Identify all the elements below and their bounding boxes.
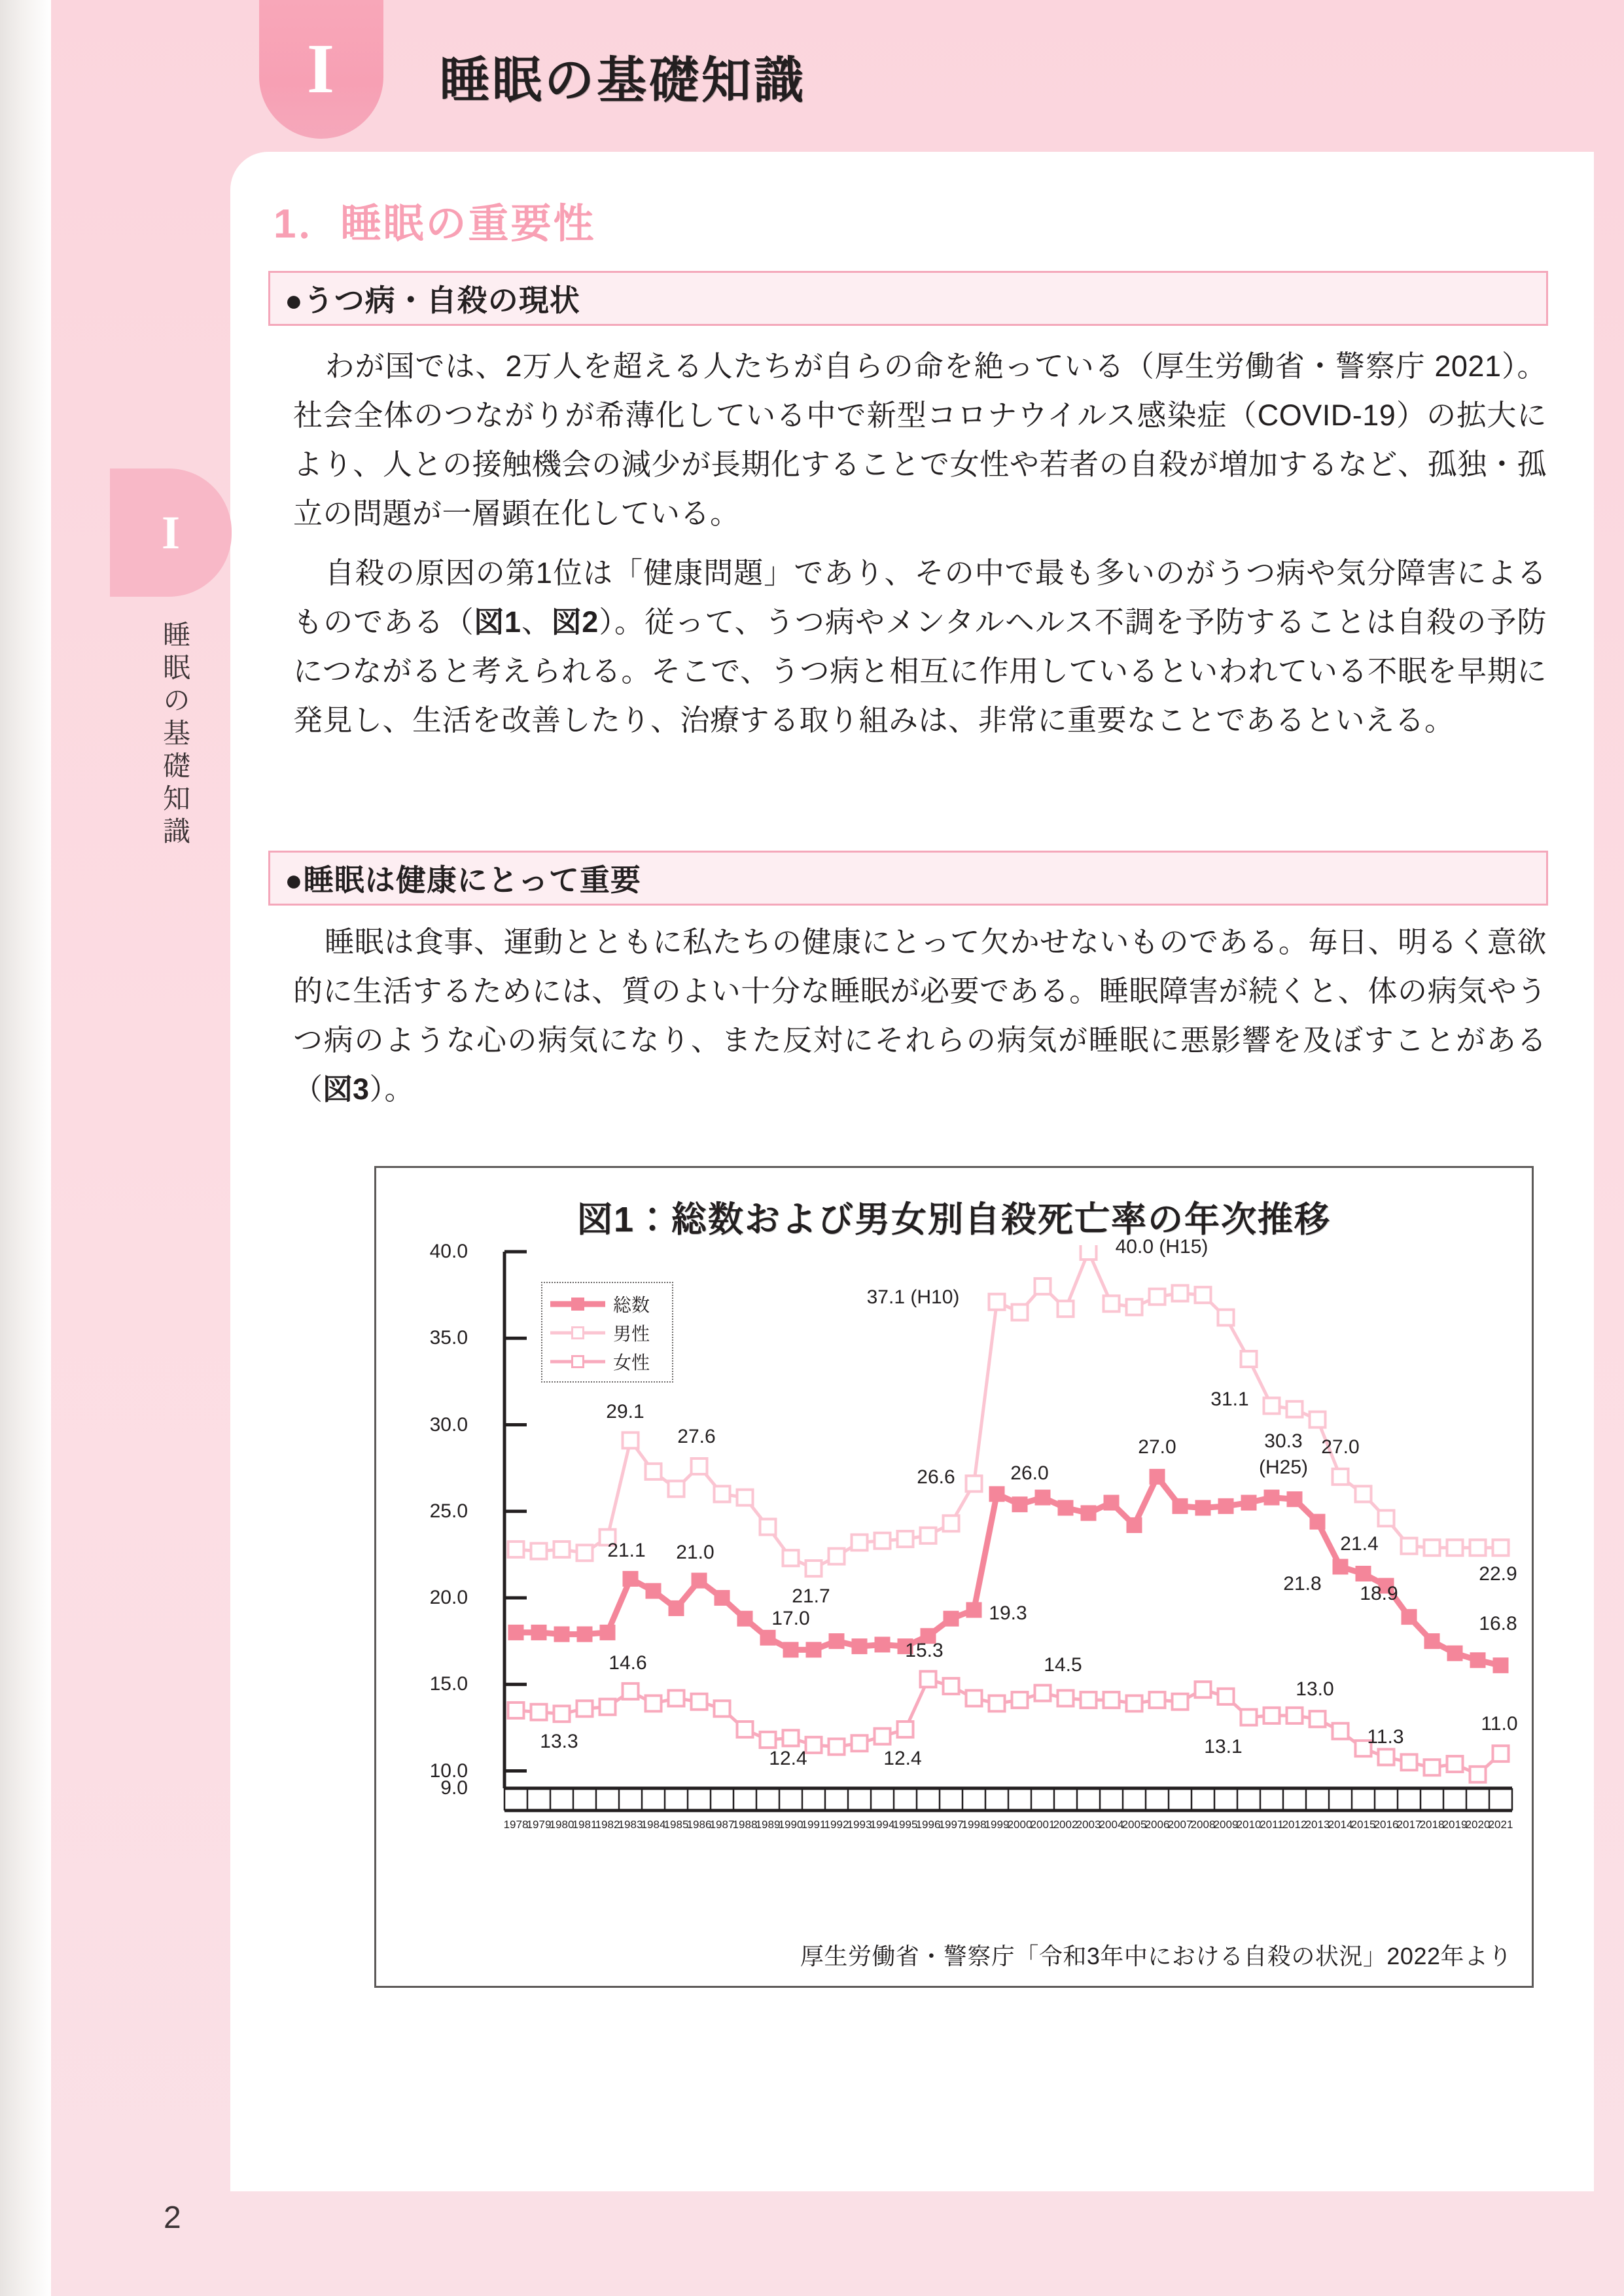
chart-data-label: 21.4: [1340, 1533, 1379, 1555]
figure-panel: [374, 1166, 1534, 1988]
legend-swatch-male: [550, 1324, 605, 1341]
x-axis-tick-label: 1989: [755, 1818, 781, 1831]
y-axis-tick-label: 20.0: [429, 1587, 468, 1609]
chart-data-label: 14.6: [609, 1651, 647, 1674]
chart-data-label: 27.6: [677, 1426, 716, 1447]
paragraph-three-text-a: 睡眠は食事、運動とともに私たちの健康にとって欠かせないものである。毎日、明るく意欲的に生活するためには、質のよい十分な睡眠が必要である。睡眠障害が続くと、体の病気やうつ病のような心の病気になり、また反対にそれらの病気が睡眠に悪影響を及ぼすことがある（: [293, 925, 1547, 1106]
scan-edge: [0, 0, 51, 2296]
x-axis-tick-label: 2015: [1350, 1818, 1376, 1831]
chart-data-label: 37.1 (H10): [866, 1286, 960, 1308]
chart-data-label: 21.0: [676, 1541, 715, 1563]
chart-data-label: 18.9: [1360, 1583, 1398, 1605]
y-axis-tick-label: 25.0: [429, 1500, 468, 1522]
figure-reference-2: 図2: [552, 605, 599, 639]
x-axis-tick-label: 1979: [526, 1818, 552, 1831]
y-axis-tick-label: 9.0: [440, 1777, 468, 1799]
paragraph-one: [293, 342, 1547, 538]
x-axis-tick-label: 2016: [1373, 1818, 1399, 1831]
y-axis-tick-label: 35.0: [429, 1327, 468, 1349]
x-axis-tick-label: 2008: [1190, 1818, 1216, 1831]
x-axis-tick-label: 1981: [572, 1818, 597, 1831]
chart-data-label: 12.4: [883, 1748, 922, 1770]
chart-data-label: 12.4: [769, 1748, 807, 1770]
chart-data-label: 15.3: [905, 1640, 944, 1662]
x-axis-tick-label: 1980: [549, 1818, 574, 1831]
chart-data-label: 16.8: [1479, 1612, 1517, 1634]
subheading-label: ●睡眠は健康にとって重要: [285, 863, 641, 897]
chart-data-label: 26.0: [1010, 1462, 1049, 1485]
chart-data-label: 31.1: [1210, 1388, 1249, 1411]
chart-data-label: 13.0: [1296, 1678, 1334, 1701]
x-axis-tick-label: 2017: [1396, 1818, 1422, 1831]
chart-data-label: 17.0: [771, 1608, 810, 1630]
x-axis-tick-label: 2005: [1121, 1818, 1147, 1831]
y-axis-tick-label: 40.0: [429, 1241, 468, 1262]
x-axis-tick-label: 1994: [870, 1818, 895, 1831]
chart-data-label: 26.6: [917, 1466, 955, 1489]
figure-reference-1: 図1: [474, 605, 521, 639]
x-axis-tick-label: 2021: [1488, 1818, 1513, 1831]
x-axis-tick-label: 1983: [618, 1818, 643, 1831]
chart-data-label: 11.3: [1367, 1726, 1404, 1748]
y-axis-tick-label: 15.0: [429, 1673, 468, 1695]
legend-label-female: 女性: [613, 1352, 650, 1373]
x-axis-tick-label: 1998: [961, 1818, 987, 1831]
x-axis-tick-label: 2013: [1305, 1818, 1330, 1831]
subheading-depression-suicide: [268, 271, 1548, 326]
chapter-numeral: I: [306, 30, 336, 108]
paragraph-three: [293, 917, 1547, 1114]
x-axis-tick-label: 2012: [1282, 1818, 1307, 1831]
chart-data-label: 29.1: [606, 1401, 644, 1423]
legend-item-total: [550, 1291, 650, 1317]
x-axis-tick-label: 2020: [1465, 1818, 1491, 1831]
y-axis-tick-label: 10.0: [429, 1759, 468, 1782]
paragraph-three-text-b: ）。: [369, 1072, 415, 1106]
chart-data-label: 27.0: [1138, 1436, 1176, 1458]
chapter-badge: [259, 0, 383, 139]
x-axis-tick-label: 1988: [732, 1818, 758, 1831]
paragraph-two: [293, 548, 1547, 745]
x-axis-tick-label: 2007: [1167, 1818, 1193, 1831]
x-axis-tick-label: 2004: [1099, 1818, 1124, 1831]
chart-data-label: 22.9: [1479, 1563, 1517, 1585]
subheading-sleep-important: [268, 851, 1548, 906]
paragraph-two-text-a: 自殺の原因の第1位は「健康問題」であり、その中で最も多いのがうつ病や気分障害によるものである（: [293, 556, 1547, 639]
x-axis-tick-label: 1978: [503, 1818, 529, 1831]
x-axis-tick-label: 2003: [1076, 1818, 1101, 1831]
legend-swatch-female: [550, 1353, 605, 1370]
x-axis-tick-label: 1985: [663, 1818, 689, 1831]
x-axis-tick-label: 2014: [1328, 1818, 1353, 1831]
chart-data-label: 13.3: [540, 1731, 578, 1753]
side-tab-numeral: I: [161, 506, 181, 559]
chart-data-label: 27.0: [1321, 1436, 1360, 1458]
chart-data-label: 30.3: [1264, 1430, 1303, 1452]
legend-label-male: 男性: [613, 1324, 650, 1344]
legend-label-total: 総数: [613, 1295, 650, 1315]
x-axis-tick-label: 2019: [1442, 1818, 1468, 1831]
x-axis-tick-label: 1995: [892, 1818, 918, 1831]
figure-reference-3: 図3: [323, 1072, 370, 1106]
x-axis-tick-label: 2001: [1030, 1818, 1055, 1831]
x-axis-tick-label: 2009: [1213, 1818, 1239, 1831]
x-axis-tick-label: 1996: [915, 1818, 941, 1831]
x-axis-tick-label: 1991: [801, 1818, 826, 1831]
paragraph-one-text: わが国では、2万人を超える人たちが自らの命を絶っている（厚生労働省・警察庁 2021）。社会全体のつながりが希薄化している中で新型コロナウイルス感染症（COVID-19）の拡大により、人との接触機会の減少が長期化することで女性や若者の自殺が増加するなど、孤独・孤立の問題が一層顕在化している。: [293, 349, 1547, 530]
figure-source: 厚生労働省・警察庁「令和3年中における自殺の状況」2022年より: [800, 1943, 1512, 1969]
x-axis-tick-label: 2010: [1236, 1818, 1262, 1831]
x-axis-tick-label: 2006: [1144, 1818, 1170, 1831]
line-chart: [376, 1236, 1532, 1913]
side-tab: [110, 468, 232, 597]
chart-data-label: 21.8: [1283, 1573, 1322, 1595]
section-title: 1．睡眠の重要性: [274, 202, 596, 247]
x-axis-tick-label: 2002: [1053, 1818, 1078, 1831]
chart-legend: [541, 1282, 673, 1383]
chart-data-label: 13.1: [1204, 1735, 1243, 1757]
chart-data-label: 21.7: [792, 1585, 830, 1608]
x-axis-tick-label: 1986: [686, 1818, 712, 1831]
paragraph-two-text-b: ）。従って、うつ病やメンタルヘルス不調を予防することは自殺の予防につながると考えられる。そこで、うつ病と相互に作用しているといわれている不眠を早期に発見し、生活を改善したり、治療する取り組みは、非常に重要なことであるといえる。: [293, 605, 1547, 737]
x-axis-tick-label: 1999: [984, 1818, 1010, 1831]
chart-data-label: 11.0: [1481, 1713, 1518, 1735]
page-number: 2: [164, 2200, 181, 2235]
chart-data-label: 21.1: [607, 1539, 646, 1561]
paragraph-two-sep: 、: [521, 605, 552, 639]
x-axis-tick-label: 1984: [641, 1818, 666, 1831]
x-axis-tick-label: 1997: [938, 1818, 964, 1831]
chart-data-label: 14.5: [1044, 1653, 1082, 1676]
subheading-label: ●うつ病・自殺の現状: [285, 283, 580, 317]
x-axis-tick-label: 2000: [1007, 1818, 1033, 1831]
x-axis-tick-label: 2018: [1419, 1818, 1445, 1831]
x-axis-tick-label: 1993: [847, 1818, 872, 1831]
x-axis-tick-label: 1982: [595, 1818, 620, 1831]
x-axis-tick-label: 1987: [709, 1818, 735, 1831]
x-axis-tick-label: 1992: [824, 1818, 849, 1831]
chart-data-label: 19.3: [989, 1602, 1027, 1624]
x-axis-tick-label: 1990: [778, 1818, 803, 1831]
side-tab-label: 睡眠の基礎知識: [160, 620, 190, 849]
legend-item-male: [550, 1320, 650, 1346]
x-axis-tick-label: 2011: [1260, 1818, 1284, 1831]
y-axis-tick-label: 30.0: [429, 1413, 468, 1436]
chart-data-label: (H25): [1258, 1456, 1309, 1478]
figure-title: 図1：総数および男女別自殺死亡率の年次推移: [576, 1200, 1332, 1239]
legend-item-female: [550, 1349, 650, 1375]
legend-swatch-total: [550, 1296, 605, 1313]
page-title: 睡眠の基礎知識: [440, 53, 806, 109]
chart-data-label: 40.0 (H15): [1115, 1236, 1209, 1258]
